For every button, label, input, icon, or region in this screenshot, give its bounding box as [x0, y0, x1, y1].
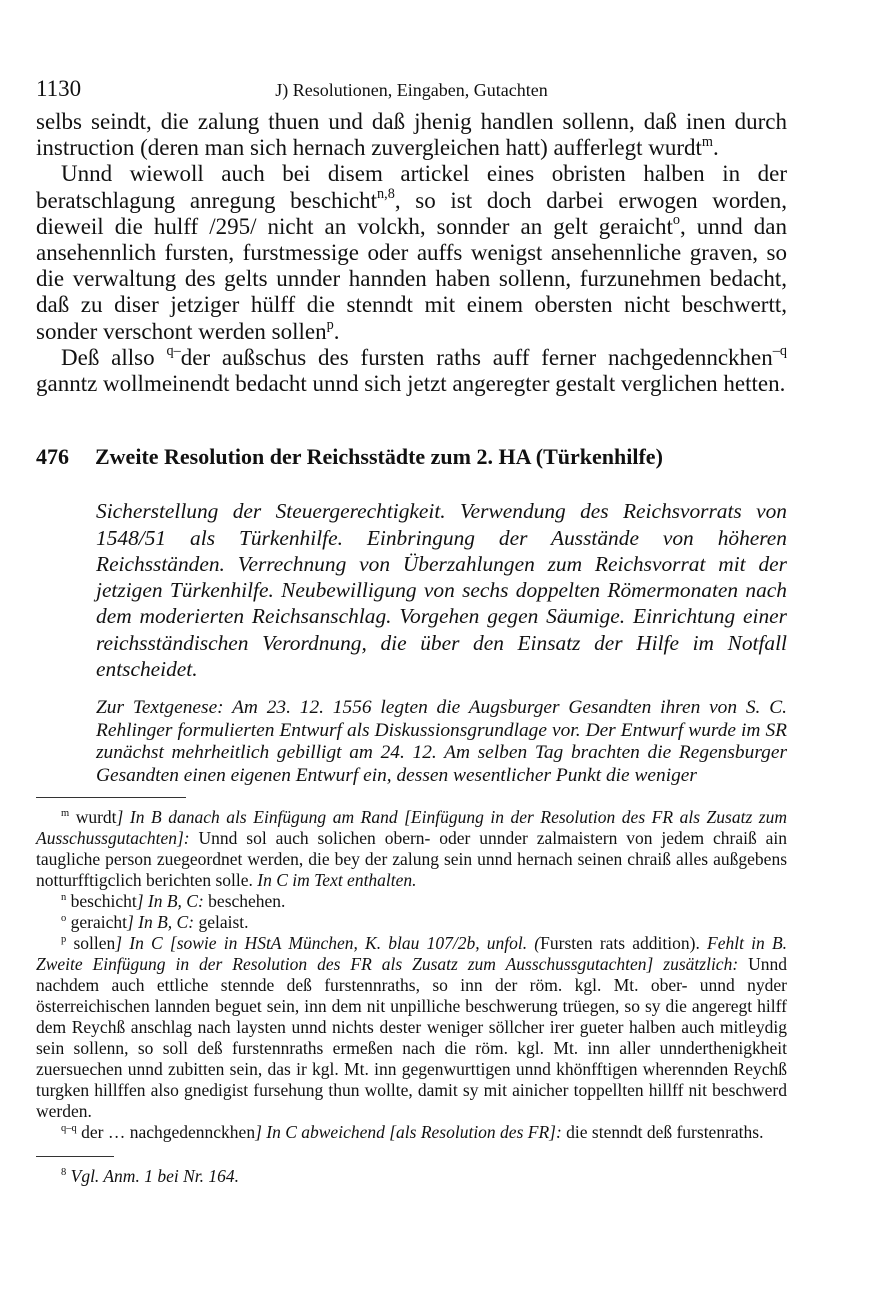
- footnotes: [36, 807, 787, 1143]
- footnote-m: [36, 807, 787, 891]
- text: der außschus des fursten raths auff ferner nachgedennckhen: [180, 344, 773, 370]
- editorial-note: ] In B, C:: [126, 911, 195, 932]
- running-title: J) Resolutionen, Eingaben, Gutachten: [275, 80, 548, 100]
- footnote-mark: p: [61, 934, 67, 946]
- footnote-ref-q-end: –q: [772, 343, 787, 360]
- lemma: beschicht: [70, 890, 137, 911]
- textgenese-note: Zur Textgenese: Am 23. 12. 1556 legten die Augsburger Gesandten ihren von S. C. Rehlinger formulierten Entwurf als Diskussionsgrundlage vor. Der Entwurf wurde im SR zunächst mehrheitlich gebilligt am 24. 12. Am selben Tag brachten die Regensburger Gesandten einen eigenen Entwurf ein, dessen wesentlicher Punkt die weniger: [96, 697, 787, 786]
- footnote-ref-q-start: q–: [166, 343, 181, 360]
- footnote-p: [36, 933, 787, 1122]
- footnotes-numbered: [36, 1166, 787, 1187]
- footnote-8: [61, 1166, 787, 1187]
- footnote-mark: o: [61, 913, 67, 925]
- footnote-divider: [36, 797, 186, 798]
- editorial-note: ] In B, C:: [136, 890, 204, 911]
- variant-text: Fursten rats addition: [540, 932, 690, 953]
- document-number: 476: [36, 444, 69, 470]
- document-title: Zweite Resolution der Reichsstädte zum 2. HA (Türkenhilfe): [95, 444, 663, 470]
- text: .: [333, 318, 340, 344]
- footnote-text: Vgl. Anm. 1 bei Nr. 164.: [70, 1165, 239, 1186]
- footnote-mark: 8: [61, 1167, 67, 1179]
- document-heading: [36, 444, 787, 470]
- page-number: 1130: [36, 76, 82, 101]
- variant-text: Unnd sol auch solichen obern- oder unnder zalmaistern von jedem chraiß ain taugliche person zuegeordnet werden, die bey der zalung sein unnd hernach seinen chraiß alles außgebens notturfftigclich berichten solle.: [36, 827, 787, 890]
- variant-text: die stenndt deß furstenraths.: [561, 1121, 764, 1142]
- text: selbs seindt, die zalung thuen und daß jhenig handlen sollenn, daß inen durch instruction (deren man sich hernach zuvergleichen hatt) aufferlegt wurdt: [36, 109, 787, 161]
- text: , unnd dan ansehennlich fursten, furstmessige oder auffs wenigst ansehennliche graven, so die verwaltung des gelts unnder hannden haben sollenn, furzunehmen bedacht, daß zu diser jetziger hülff die stenndt mit einem obersten nicht beschwertt, sonder verschont werden sollen: [36, 213, 787, 344]
- footnote-ref-p: p: [326, 317, 334, 334]
- variant-text: beschehen.: [203, 890, 286, 911]
- footnote-mark: n: [61, 892, 67, 904]
- page-header: [36, 72, 787, 106]
- page: [36, 72, 787, 1187]
- variant-text: ).: [689, 932, 708, 953]
- lemma: geraicht: [70, 911, 127, 932]
- paragraph-2: [36, 161, 787, 344]
- text: .: [712, 135, 719, 161]
- paragraph-1: [36, 109, 787, 161]
- lemma: der … nachgedennckhen: [81, 1121, 256, 1142]
- editorial-note: Fehlt in B. Zweite Einfügung in der Resolution des FR als Zusatz zum Ausschussgutachten] zusätzlich:: [36, 932, 788, 974]
- document-summary: Sicherstellung der Steuergerechtigkeit. Verwendung des Reichsvorrats von 1548/51 als Türkenhilfe. Einbringung der Ausstände von höheren Reichsständen. Verrechnung von Überzahlungen zum Reichsvorrat mit der jetzigen Türkenhilfe. Neubewilligung von sechs doppelten Römermonaten nach dem moderierten Reichsanschlag. Vorgehen gegen Säumige. Einrichtung einer reichsständischen Verordnung, die über den Einsatz der Hilfe im Notfall entscheidet.: [96, 499, 787, 682]
- footnote-ref-m: m: [701, 133, 713, 150]
- footnote-mark: q–q: [61, 1123, 77, 1135]
- lemma: wurdt: [75, 806, 117, 827]
- text: Unnd wiewoll auch bei disem artickel eines obristen halben in der beratschlagung anregung beschicht: [36, 161, 787, 213]
- text: ganntz wollmeinendt bedacht unnd sich jetzt angeregter gestalt verglichen hetten.: [36, 371, 786, 397]
- lemma: sollen: [73, 932, 116, 953]
- footnote-divider-2: [36, 1156, 114, 1157]
- footnote-o: [61, 912, 787, 933]
- editorial-note: ] In B danach als Einfügung am Rand [Einfügung in der Resolution des FR als Zusatz zum Ausschussgutachten]:: [36, 806, 787, 848]
- text: Deß allso: [61, 344, 167, 370]
- editorial-note: ] In C abweichend [als Resolution des FR]:: [255, 1121, 562, 1142]
- footnote-ref-o: o: [672, 212, 680, 229]
- footnote-n: [61, 891, 787, 912]
- text: , so ist doch darbei erwogen worden, dieweil die hulff /295/ nicht an volckh, sonnder an gelt geraicht: [36, 187, 787, 239]
- footnote-q: [36, 1122, 787, 1143]
- footnote-ref-n8: n,8: [377, 186, 395, 203]
- variant-text: gelaist.: [194, 911, 249, 932]
- paragraph-3: [36, 345, 787, 397]
- editorial-note: ] In C [sowie in HStA München, K. blau 107/2b, unfol. (: [115, 932, 541, 953]
- main-text: [36, 109, 787, 397]
- footnote-mark: m: [61, 808, 70, 820]
- variant-text: Unnd nachdem auch ettliche stennde deß furstennraths, so inn der röm. kgl. Mt. ober- unnd nyder österreichischen lannden beguet sein, inn dem nit unpilliche beschwerung trüegen, so sy die angeregt hilff dem Reychß anschlag nach laysten unnd nichts dester weniger söllcher irer gueter halben auch mitleydig sein sollenn, so soll deß furstennraths ermeßen nach die röm. kgl. Mt. inn aller unnderthenigkheit zuersuechen unnd zubitten sein, das ir kgl. Mt. inn gegenwurttigen unnd khönfftigen wherennden Reychß turgken hillffen also gnedigist fursehung thun wollte, damit sy mit ainicher toppellten hillff nit beschwerd werden.: [36, 953, 787, 1121]
- editorial-note: In C im Text enthalten.: [257, 869, 417, 890]
